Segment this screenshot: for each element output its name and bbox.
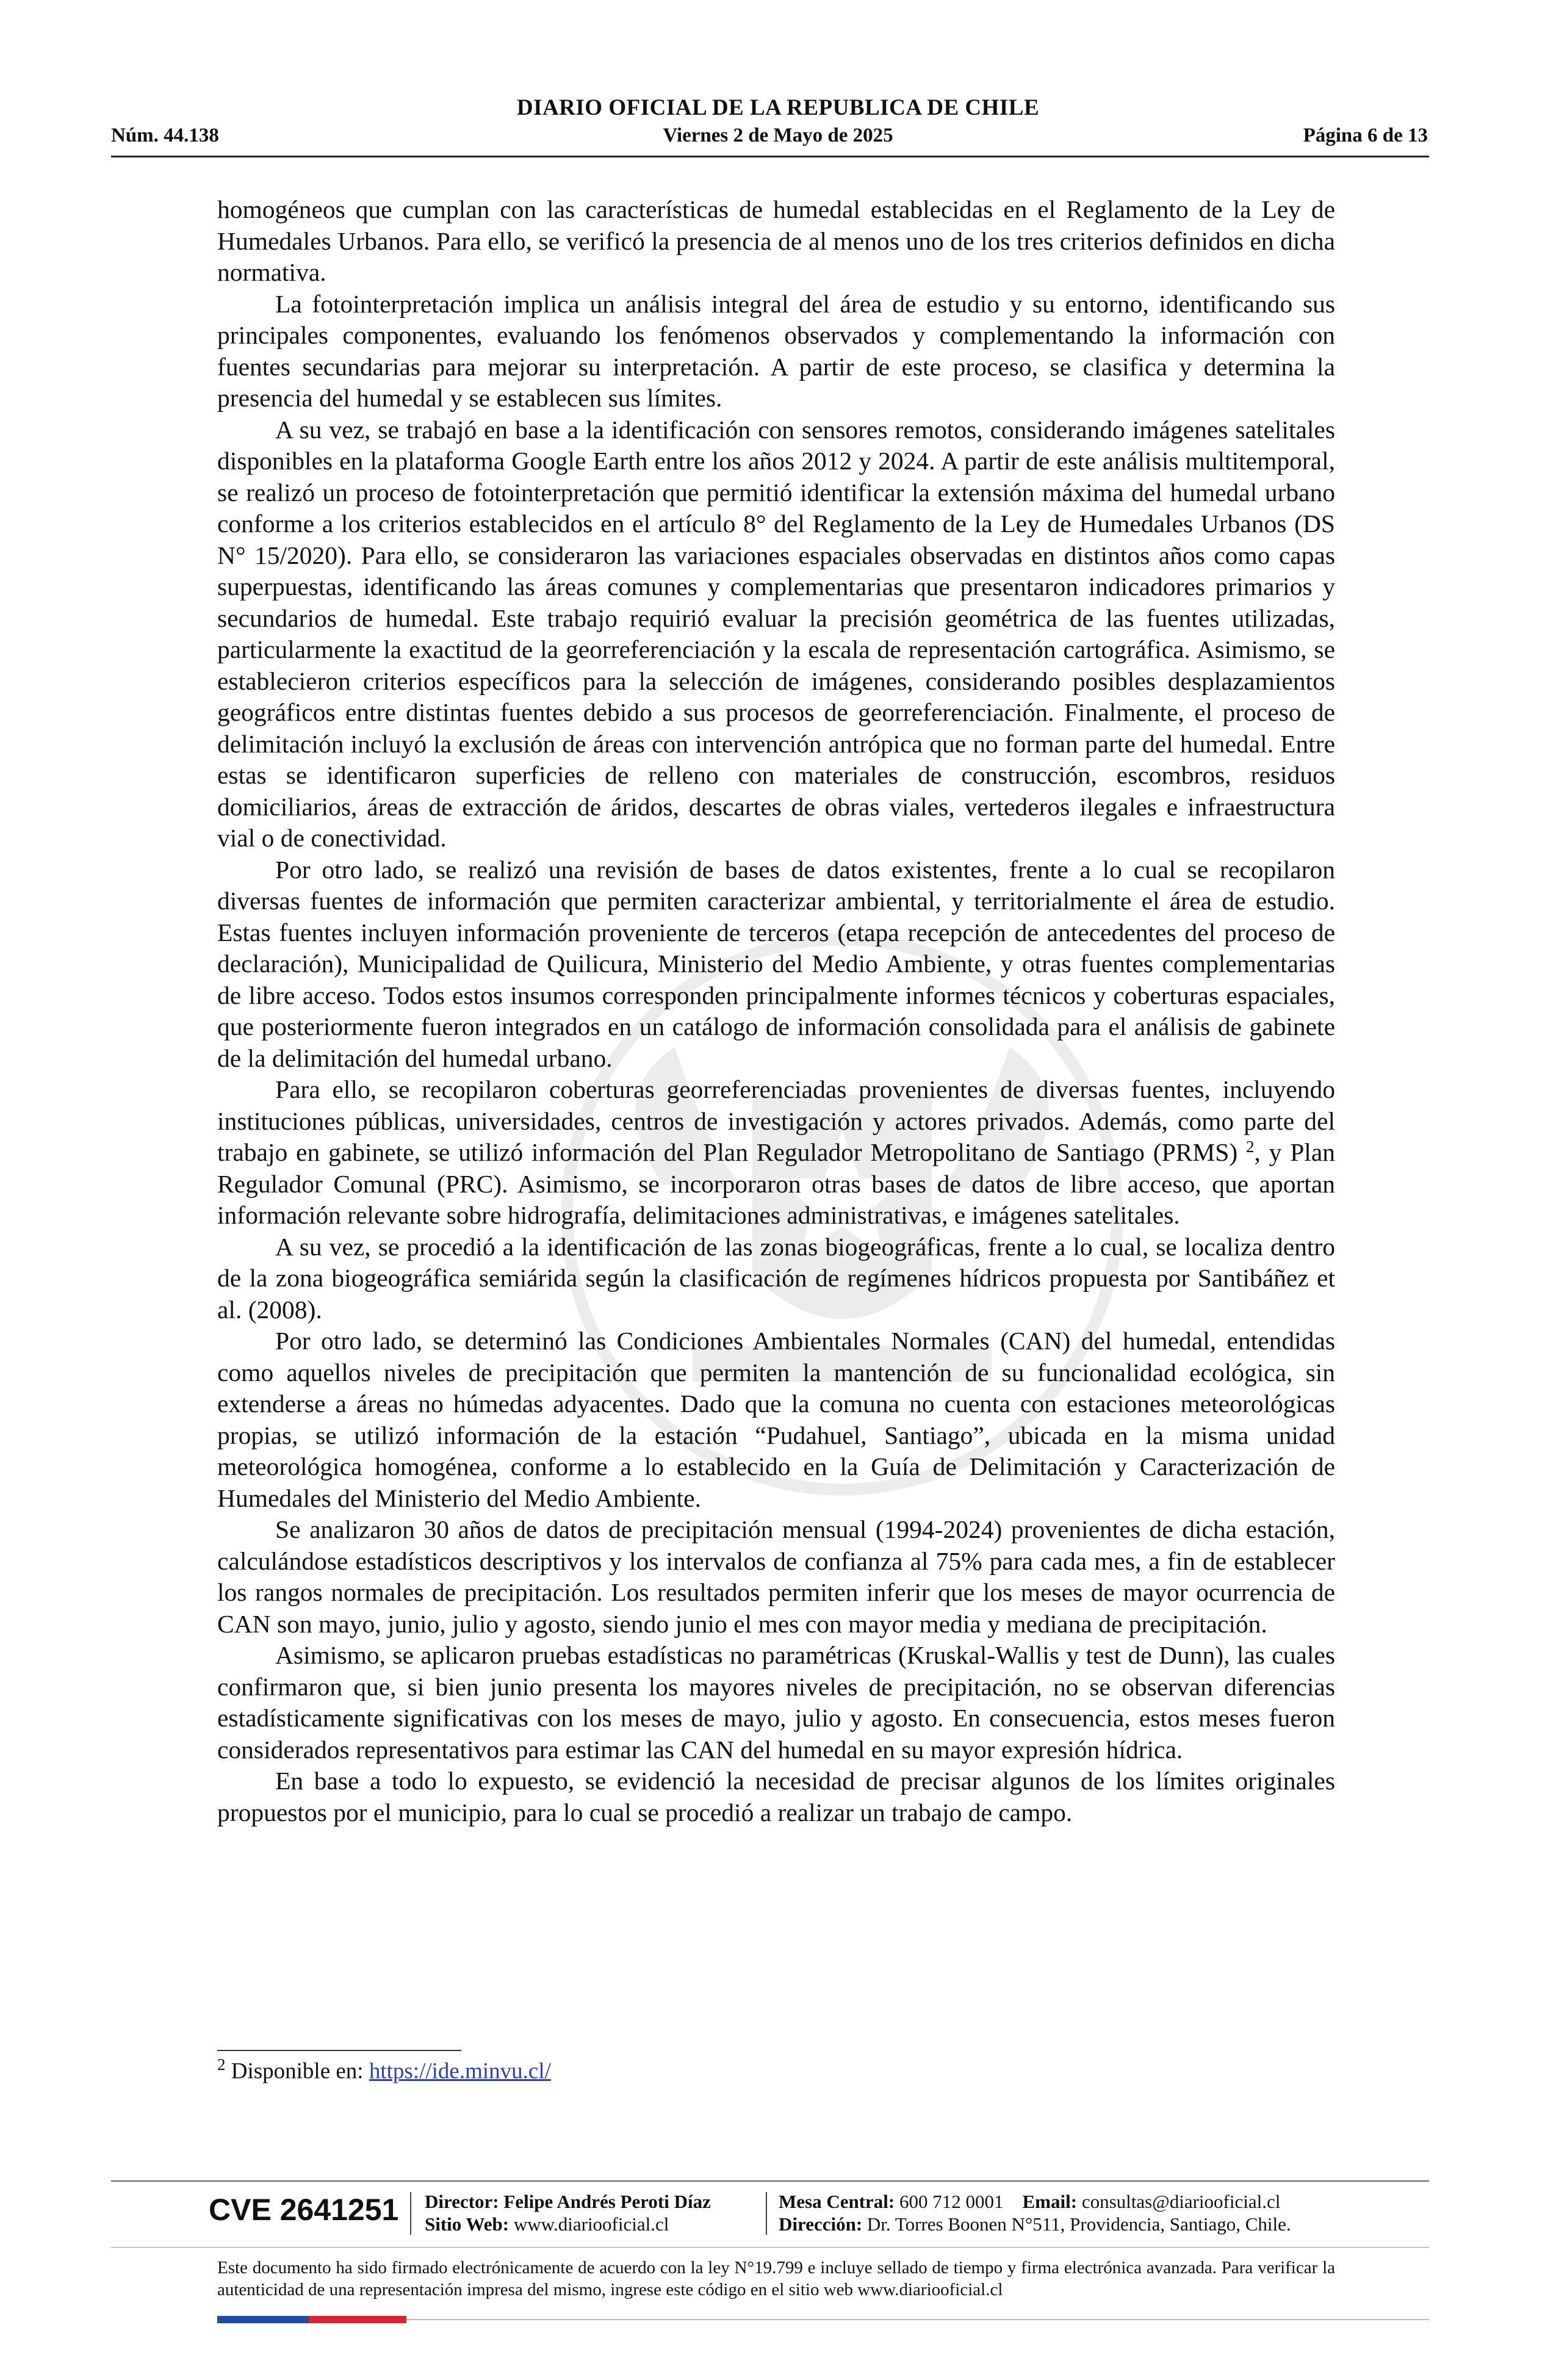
paragraph: A su vez, se trabajó en base a la identificación con sensores remotos, considerando imágenes satelitales disponibles en la plataforma Google Earth entre los años 2012 y 2024. A partir de este análisis multitemporal, se realizó un proceso de fotointerpretación que permitió identificar la extensión máxima del humedal urbano conforme a los criterios establecidos en el artículo 8° del Reglamento de la Ley de Humedales Urbanos (DS N° 15/2020). Para ello, se consideraron las variaciones espaciales observadas en distintos años como capas superpuestas, identificando las áreas comunes y complementarias que presentaron indicadores primarios y secundarios de humedal. Este trabajo requirió evaluar la precisión geométrica de las fuentes utilizadas, particularmente la exactitud de la georreferenciación y la escala de representación cartográfica. Asimismo, se establecieron criterios específicos para la selección de imágenes, considerando posibles desplazamientos geográficos entre distintas fuentes debido a sus procesos de georreferenciación. Finalmente, el proceso de delimitación incluyó la exclusión de áreas con intervención antrópica que no forman parte del humedal. Entre estas se identificaron superficies de relleno con materiales de construcción, escombros, residuos domiciliarios, áreas de extracción de áridos, descartes de obras viales, vertederos ilegales e infraestructura vial o de conectividad.: [217, 415, 1335, 852]
footnote: [217, 2055, 551, 2084]
footnote-number: 2: [217, 2055, 226, 2074]
paragraph: A su vez, se procedió a la identificación de las zonas biogeográficas, frente a lo cual, se localiza dentro de la zona biogeográfica semiárida según la clasificación de regímenes hídricos propuesta por Santibáñez et al. (2008).: [217, 1232, 1335, 1324]
legal-notice: Este documento ha sido firmado electrónicamente de acuerdo con la ley N°19.799 e incluye sellado de tiempo y firma electrónica avanzada. Para verificar la autenticidad de una representación impresa del mismo, ingrese este código en el sitio web www.diariooficial.cl: [217, 2258, 1335, 2299]
footer-separator: [410, 2192, 411, 2235]
director-label: Director:: [425, 2191, 499, 2212]
cve-code: CVE 2641251: [209, 2193, 399, 2227]
paragraph: homogéneos que cumplan con las características de humedal establecidas en el Reglamento de la Ley de Humedales Urbanos. Para ello, se verificó la presencia de al menos uno de los tres criterios definidos en dicha normativa.: [217, 195, 1335, 286]
flag-stripe-red: [309, 2316, 406, 2323]
page-indicator: Página 6 de 13: [1303, 124, 1428, 146]
paragraph: Asimismo, se aplicaron pruebas estadísticas no paramétricas (Kruskal-Wallis y test de Dunn), las cuales confirmaron que, si bien junio presenta los mayores niveles de precipitación, no se observan diferencias estadísticamente significativas con los meses de mayo, julio y agosto. En consecuencia, estos meses fueron considerados representativos para estimar las CAN del humedal en su mayor expresión hídrica.: [217, 1641, 1335, 1764]
issue-date: Viernes 2 de Mayo de 2025: [663, 124, 893, 146]
email-label: Email:: [1022, 2191, 1078, 2212]
paragraph-text: Para ello, se recopilaron coberturas georreferenciadas provenientes de diversas fuentes, incluyendo instituciones públicas, universidades, centros de investigación y actores privados. Además, como parte del trabajo en gabinete, se utilizó información del Plan Regulador Metropolitano de Santiago (PRMS): [217, 1075, 1335, 1166]
director-name: Felipe Andrés Peroti Díaz: [503, 2191, 711, 2212]
website-link[interactable]: www.diariooficial.cl: [513, 2213, 669, 2235]
footer-divider: [111, 2247, 1429, 2248]
header-divider: [111, 156, 1429, 157]
email-address[interactable]: consultas@diariooficial.cl: [1081, 2191, 1281, 2212]
footer-bottom-line: [406, 2319, 1429, 2320]
footnote-divider: [217, 2050, 461, 2051]
paragraph: En base a todo lo expuesto, se evidenció la necesidad de precisar algunos de los límites originales propuestos por el municipio, para lo cual se procedió a realizar un trabajo de campo.: [217, 1767, 1335, 1826]
document-body: [217, 194, 1335, 1828]
mesa-label: Mesa Central:: [779, 2191, 895, 2212]
issue-number: Núm. 44.138: [111, 124, 219, 146]
paragraph: Se analizaron 30 años de datos de precipitación mensual (1994-2024) provenientes de dicha estación, calculándose estadísticos descriptivos y los intervalos de confianza al 75% para cada mes, a fin de establecer los rangos normales de precipitación. Los resultados permiten inferir que los meses de mayor ocurrencia de CAN son mayo, junio, julio y agosto, siendo junio el mes con mayor media y mediana de precipitación.: [217, 1515, 1335, 1638]
paragraph-text: , y Plan Regulador Comunal (PRC). Asimismo, se incorporaron otras bases de datos de libre acceso, que aportan información relevante sobre hidrografía, delimitaciones administrativas, e imágenes satelitales.: [217, 1138, 1335, 1229]
flag-stripe-blue: [217, 2316, 309, 2323]
footer-separator: [766, 2192, 767, 2235]
gazette-title: DIARIO OFICIAL DE LA REPUBLICA DE CHILE: [516, 95, 1040, 120]
paragraph: [217, 1074, 1335, 1231]
address-label: Dirección:: [779, 2213, 863, 2235]
footer-director-block: [425, 2190, 711, 2235]
website-label: Sitio Web:: [425, 2213, 510, 2235]
paragraph: Por otro lado, se determinó las Condiciones Ambientales Normales (CAN) del humedal, entendidas como aquellos niveles de precipitación que permiten la mantención de su funcionalidad ecológica, sin extenderse a áreas no húmedas adyacentes. Dado que la comuna no cuenta con estaciones meteorológicas propias, se utilizó información de la estación “Pudahuel, Santiago”, ubicada en la misma unidad meteorológica homogénea, conforme a lo establecido en la Guía de Delimitación y Caracterización de Humedales del Ministerio del Medio Ambiente.: [217, 1327, 1335, 1512]
paragraph: Por otro lado, se realizó una revisión de bases de datos existentes, frente a lo cual se recopilaron diversas fuentes de información que permiten caracterizar ambiental, y territorialmente el área de estudio. Estas fuentes incluyen información proveniente de terceros (etapa recepción de antecedentes del proceso de declaración), Municipalidad de Quilicura, Ministerio del Medio Ambiente, y otras fuentes complementarias de libre acceso. Todos estos insumos corresponden principalmente informes técnicos y coberturas espaciales, que posteriormente fueron integrados en un catálogo de información consolidada para el análisis de gabinete de la delimitación del humedal urbano.: [217, 855, 1335, 1072]
footer-divider: [111, 2180, 1429, 2182]
footer-contact-block: [779, 2190, 1291, 2235]
address-text: Dr. Torres Boonen N°511, Providencia, Santiago, Chile.: [866, 2213, 1291, 2235]
paragraph: La fotointerpretación implica un análisis integral del área de estudio y su entorno, identificando sus principales componentes, evaluando los fenómenos observados y complementando la información con fuentes secundarias para mejorar su interpretación. A partir de este proceso, se clasifica y determina la presencia del humedal y se establecen sus límites.: [217, 289, 1335, 412]
footnote-text: Disponible en:: [225, 2058, 369, 2084]
mesa-phone: 600 712 0001: [899, 2191, 1004, 2212]
footnote-reference[interactable]: 2: [1245, 1138, 1255, 1156]
footnote-link[interactable]: https://ide.minvu.cl/: [369, 2058, 551, 2084]
